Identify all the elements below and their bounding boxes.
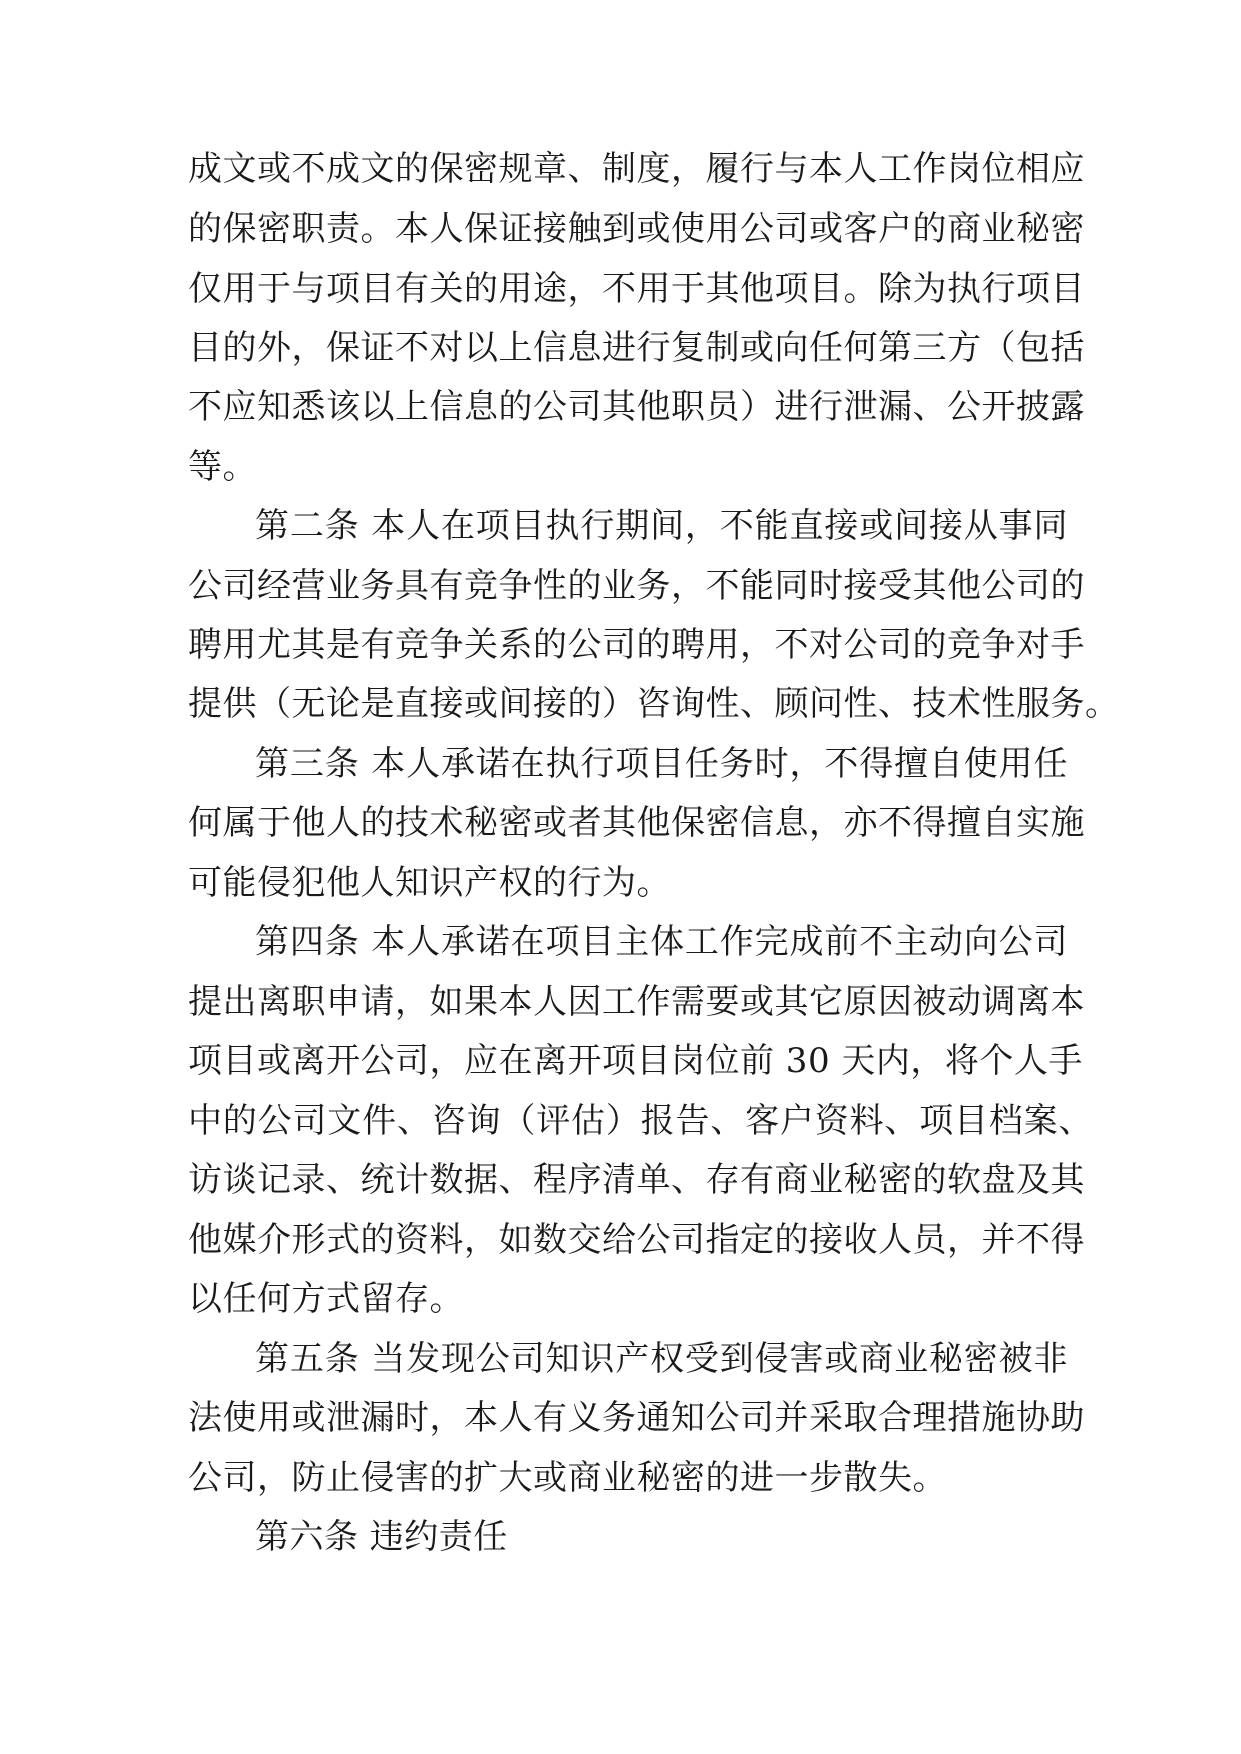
paragraph-line: 他媒介形式的资料，如数交给公司指定的接收人员，并不得 [188,1220,1085,1260]
paragraph-line: 成文或不成文的保密规章、制度，履行与本人工作岗位相应 [188,149,1085,189]
paragraph-line: 公司，防止侵害的扩大或商业秘密的进一步散失。 [188,1458,947,1498]
paragraph-line: 法使用或泄漏时，本人有义务通知公司并采取合理措施协助 [188,1398,1085,1438]
paragraph-line: 的保密职责。本人保证接触到或使用公司或客户的商业秘密 [188,209,1085,249]
paragraph-line: 以任何方式留存。 [188,1279,464,1319]
paragraph-line: 提出离职申请，如果本人因工作需要或其它原因被动调离本 [188,982,1085,1022]
paragraph-line: 公司经营业务具有竞争性的业务，不能同时接受其他公司的 [188,566,1085,606]
paragraph-line: 不应知悉该以上信息的公司其他职员）进行泄漏、公开披露 [188,387,1085,427]
article-2-heading-line: 第二条 本人在项目执行期间，不能直接或间接从事同 [255,506,1068,546]
paragraph-line: 目的外，保证不对以上信息进行复制或向任何第三方（包括 [188,328,1085,368]
paragraph-line: 中的公司文件、咨询（评估）报告、客户资料、项目档案、 [188,1101,1093,1141]
paragraph-line: 提供（无论是直接或间接的）咨询性、顾问性、技术性服务。 [188,684,1120,724]
paragraph-line: 何属于他人的技术秘密或者其他保密信息，亦不得擅自实施 [188,803,1085,843]
paragraph-line: 仅用于与项目有关的用途，不用于其他项目。除为执行项目 [188,269,1085,309]
article-3-heading-line: 第三条 本人承诺在执行项目任务时，不得擅自使用任 [255,744,1068,784]
article-5-heading-line: 第五条 当发现公司知识产权受到侵害或商业秘密被非 [255,1339,1068,1379]
paragraph-line: 项目或离开公司，应在离开项目岗位前 30 天内，将个人手 [188,1041,1083,1081]
paragraph-line: 可能侵犯他人知识产权的行为。 [188,863,671,903]
paragraph-line: 聘用尤其是有竞争关系的公司的聘用，不对公司的竞争对手 [188,625,1085,665]
paragraph-line: 访谈记录、统计数据、程序清单、存有商业秘密的软盘及其 [188,1160,1085,1200]
paragraph-line: 等。 [188,447,257,487]
article-6-heading-line: 第六条 违约责任 [255,1517,508,1557]
article-4-heading-line: 第四条 本人承诺在项目主体工作完成前不主动向公司 [255,922,1068,962]
